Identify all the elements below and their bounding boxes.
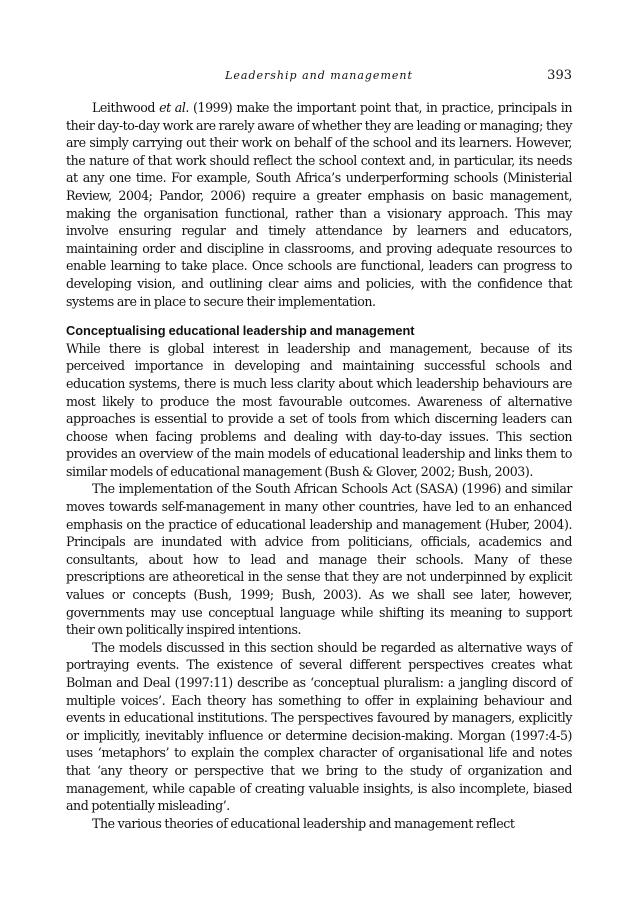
paragraph: The models discussed in this section should be regarded as alternative ways of portraying events. The existence of several different perspectives creates what Bolman and Deal (1997:11) describe as ‘conceptual pluralism: a jangling discord of multiple voices’. Each theory has something to offer in explaining behaviour and events in educational institutions. The perspectives favoured by managers, explicitly or implicitly, inevitably influence or determine decision-making. Morgan (1997:4-5) uses ‘metaphors’ to explain the complex character of organisational life and notes that ‘any theory or perspective that we bring to the study of organization and management, while capable of creating valuable insights, is also incomplete, biased and potentially misleading’.	[66, 639, 572, 814]
running-header	[66, 67, 572, 85]
italic-et-al: et al	[159, 100, 186, 115]
section-heading: Conceptualising educational leadership and management	[66, 323, 415, 339]
body-text	[66, 99, 572, 832]
page-number: 393	[547, 68, 572, 83]
running-title: Leadership and management	[225, 69, 413, 82]
paragraph: The various theories of educational leadership and management reflect	[92, 815, 515, 831]
paragraph: While there is global interest in leadership and management, because of its perceived importance in developing and maintaining successful schools and education systems, there is much less clarity about which leadership behaviours are most likely to produce the most favourable outcomes. Awareness of alternative approaches is essential to provide a set of tools from which discerning leaders can choose when facing problems and dealing with day-to-day issues. This section provides an overview of the main models of educational leadership and links them to similar models of educational management (Bush & Glover, 2002; Bush, 2003).	[66, 340, 572, 479]
paragraph: The implementation of the South African Schools Act (SASA) (1996) and similar moves towards self-management in many other countries, have led to an enhanced emphasis on the practice of educational leadership and management (Huber, 2004). Principals are inundated with advice from politicians, officials, academics and consultants, about how to lead and manage their schools. Many of these prescriptions are atheoretical in the sense that they are not underpinned by explicit values or concepts (Bush, 1999; Bush, 2003). As we shall see later, however, governments may use conceptual language while shifting its meaning to support their own politically inspired intentions.	[66, 481, 572, 638]
paragraph: Leithwood et al. (1999) make the important point that, in practice, principals in their day-to-day work are rarely aware of whether they are leading or managing; they are simply carrying out their work on behalf of the school and its learners. However, the nature of that work should reflect the school context and, in particular, its needs at any one time. For example, South Africa’s underperforming schools (Ministerial Review, 2004; Pandor, 2006) require a greater emphasis on basic management, making the organisation functional, rather than a visionary approach. This may involve ensuring regular and timely attendance by learners and educators, maintaining order and discipline in classrooms, and proving adequate resources to enable learning to take place. Once schools are functional, leaders can progress to developing vision, and outlining clear aims and policies, with the confidence that systems are in place to secure their implementation.	[66, 100, 572, 309]
